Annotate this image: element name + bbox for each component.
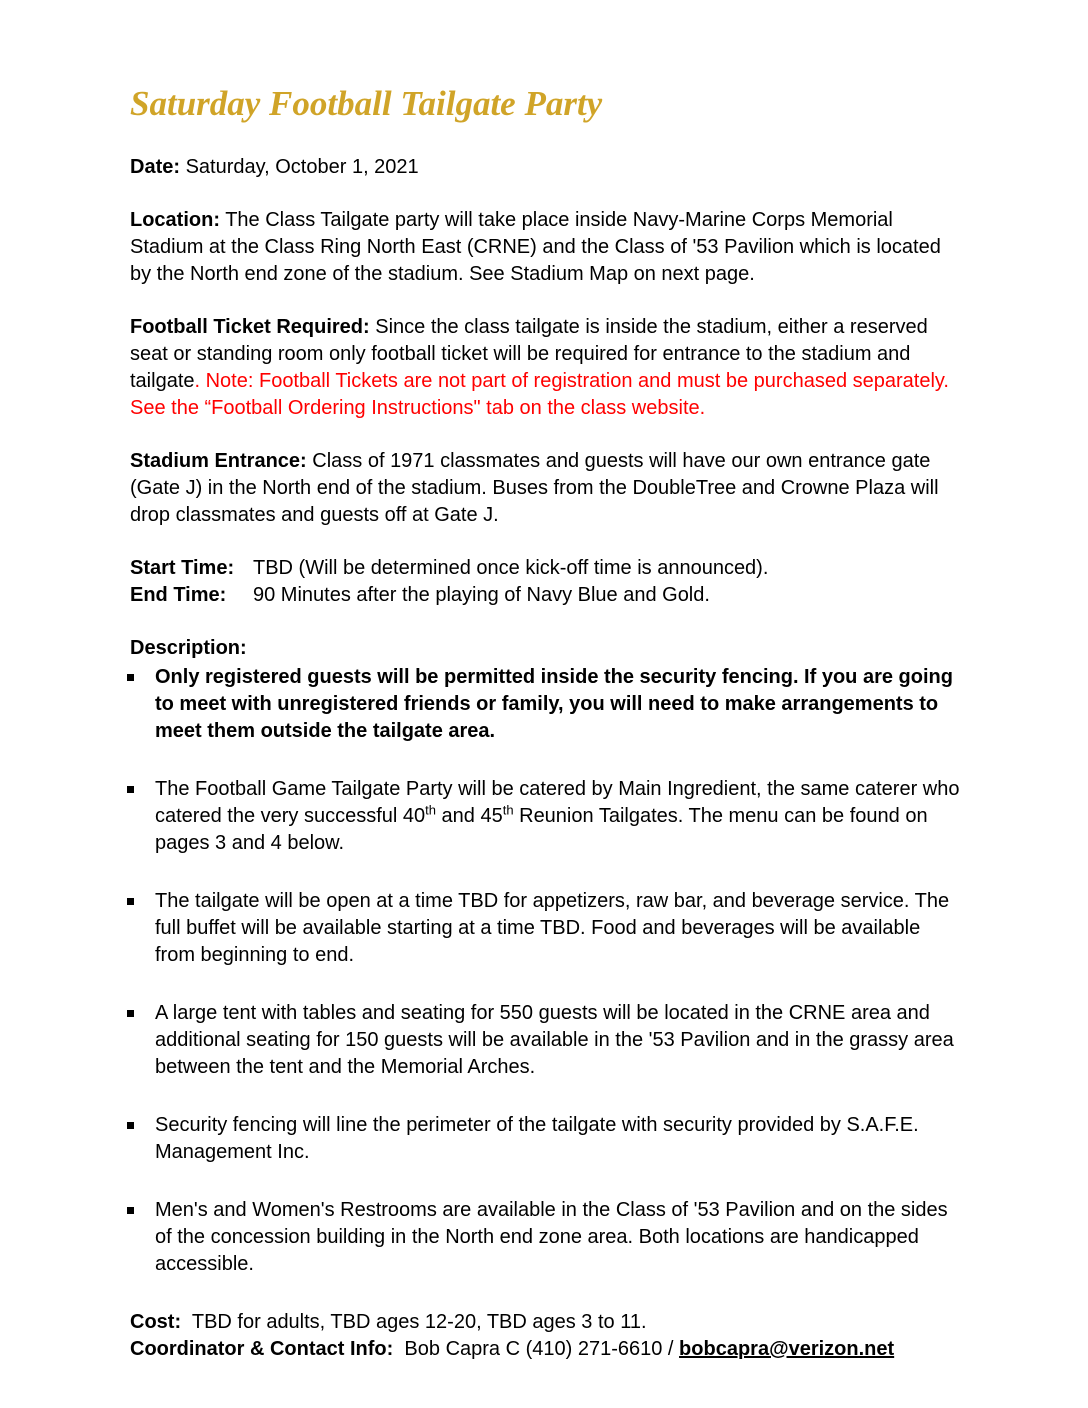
football-ticket-red-note: . Note: Football Tickets are not part of registration and must be purchased separately. See the “Football Ordering Instructions" tab on the class website.: [130, 370, 955, 419]
cost-value: TBD for adults, TBD ages 12-20, TBD ages 3 to 11.: [181, 1311, 647, 1333]
location-text: The Class Tailgate party will take place inside Navy-Marine Corps Memorial Stadium at the Class Ring North East (CRNE) and the Class of '53 Pavilion which is located by the North end zone of the stadium. See Stadium Map on next page.: [130, 209, 947, 285]
ordinal-superscript: th: [425, 802, 436, 818]
list-item-catering: [130, 776, 966, 857]
date-label: Date:: [130, 156, 181, 178]
bullet-text-part: Reunion Tailgates. The menu can be found on pages 3 and 4 below.: [155, 805, 934, 854]
bullet-text: A large tent with tables and seating for 550 guests will be located in the CRNE area and additional seating for 150 guests will be available in the '53 Pavilion and in the grassy area between the tent and the Memorial Arches.: [155, 1002, 960, 1078]
date-value: Saturday, October 1, 2021: [180, 156, 419, 178]
bullet-text: [155, 778, 965, 854]
square-bullet-icon: [127, 786, 134, 793]
list-item-registered-guests: [130, 664, 960, 745]
description-label: Description:: [130, 637, 247, 659]
list-item-security: [130, 1112, 960, 1166]
stadium-entrance-text: Class of 1971 classmates and guests will have our own entrance gate (Gate J) in the North end of the stadium. Buses from the DoubleTree and Crowne Plaza will drop classmates and guests off at Gate J.: [130, 450, 945, 526]
page-title: Saturday Football Tailgate Party: [130, 84, 603, 123]
coordinator-label: Coordinator & Contact Info:: [130, 1338, 394, 1360]
coordinator-text: Bob Capra C (410) 271-6610 /: [393, 1338, 680, 1360]
stadium-entrance-label: Stadium Entrance:: [130, 450, 307, 472]
bullet-text-part: and 45: [435, 805, 503, 827]
list-item-open-time: [130, 888, 960, 969]
times-block: [130, 555, 960, 609]
date-line: [130, 154, 960, 181]
end-time-line: [130, 582, 960, 609]
football-ticket-text: Since the class tailgate is inside the stadium, either a reserved seat or standing room only football ticket will be required for entrance to the stadium and tailgate: [130, 316, 934, 392]
football-ticket-paragraph: [130, 314, 960, 422]
bullet-text: Only registered guests will be permitted inside the security fencing. If you are going to meet with unregistered friends or family, you will need to make arrangements to meet them outside the tailgate area.: [155, 666, 959, 742]
stadium-entrance-paragraph: [130, 448, 960, 529]
square-bullet-icon: [127, 898, 134, 905]
ordinal-superscript: th: [502, 802, 514, 818]
bullet-text-part: The Football Game Tailgate Party will be catered by Main Ingredient, the same caterer who catered the very successful 40: [155, 778, 966, 827]
football-ticket-label: Football Ticket Required:: [130, 316, 370, 338]
list-item-restrooms: [130, 1197, 960, 1278]
start-time-value: TBD (Will be determined once kick-off time is announced).: [253, 557, 769, 579]
square-bullet-icon: [127, 674, 134, 681]
end-time-label: End Time:: [130, 584, 227, 606]
email-link[interactable]: bobcapra@verizon.net: [679, 1338, 895, 1360]
location-paragraph: [130, 207, 960, 288]
end-time-value: 90 Minutes after the playing of Navy Blue and Gold.: [253, 584, 710, 606]
square-bullet-icon: [127, 1207, 134, 1214]
location-label: Location:: [130, 209, 220, 231]
start-time-line: [130, 555, 960, 582]
bullet-text: Men's and Women's Restrooms are available in the Class of '53 Pavilion and on the sides of the concession building in the North end zone area. Both locations are handicapped accessible.: [155, 1199, 954, 1275]
square-bullet-icon: [127, 1122, 134, 1129]
bullet-text: Security fencing will line the perimeter of the tailgate with security provided by S.A.F.E. Management Inc.: [155, 1114, 925, 1163]
description-list: [130, 664, 966, 1278]
bullet-text: The tailgate will be open at a time TBD for appetizers, raw bar, and beverage service. The full buffet will be available starting at a time TBD. Food and beverages will be available from beginning to end.: [155, 890, 955, 966]
start-time-label: Start Time:: [130, 557, 235, 579]
coordinator-line: [130, 1336, 960, 1363]
square-bullet-icon: [127, 1010, 134, 1017]
cost-label: Cost:: [130, 1311, 182, 1333]
cost-line: [130, 1309, 960, 1336]
list-item-tent-seating: [130, 1000, 960, 1081]
